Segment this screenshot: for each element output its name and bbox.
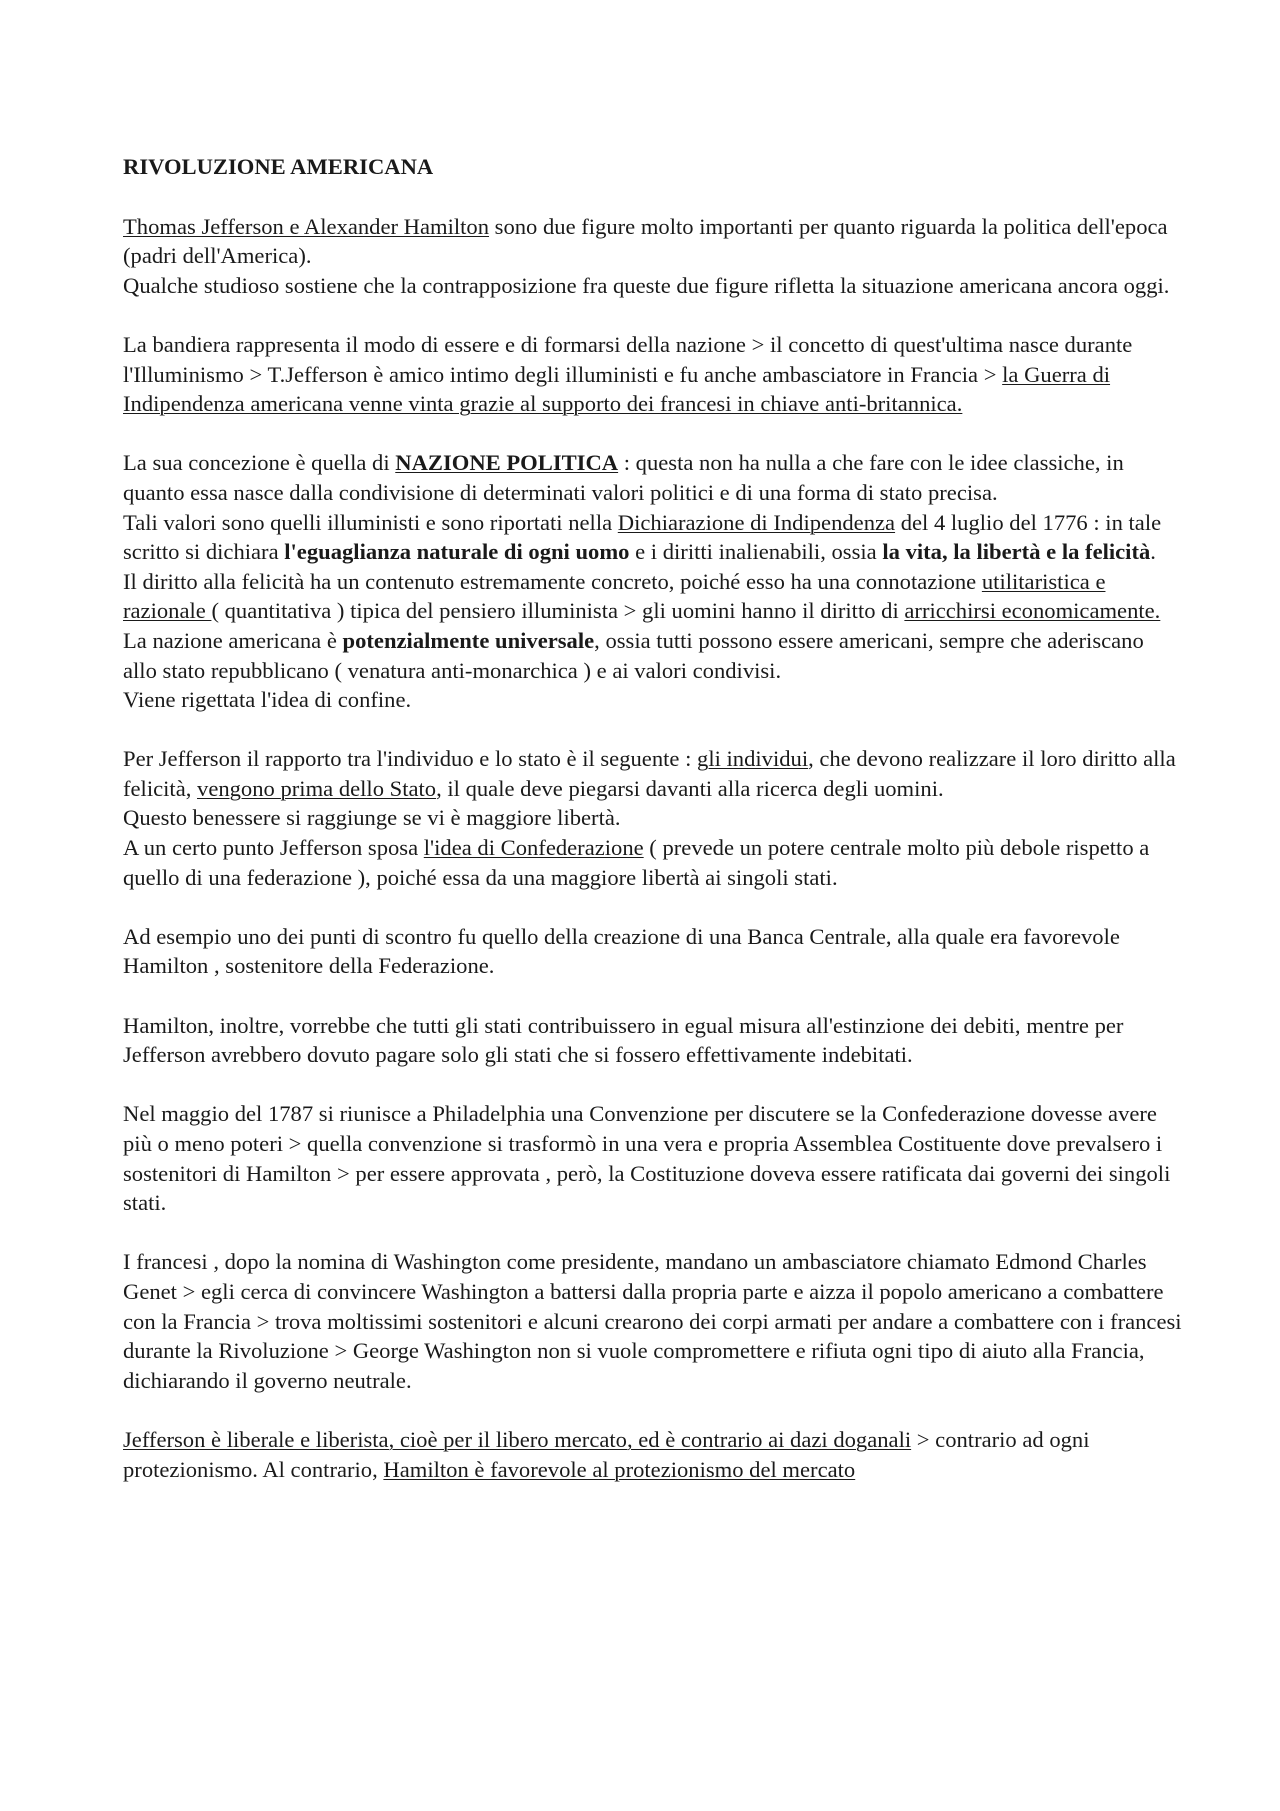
body-text: ( prevede un potere centrale molto più debole rispetto a quello di una federazione ), poiché essa da una maggiore libertà ai singoli stati. (123, 835, 1150, 890)
body-text: , ossia tutti possono essere americani, sempre che aderiscano allo stato repubblicano ( venatura anti-monarchica ) e ai valori condivisi. (123, 627, 1144, 683)
body-text: , che devono realizzare il loro diritto alla felicità, (123, 746, 1176, 801)
paragraph (123, 448, 1183, 507)
underlined-text: Dichiarazione di Indipendenza (617, 509, 896, 535)
body-text: sono due figure molto importanti per quanto riguarda la politica dell'epoca (padri dell'America). (123, 213, 1168, 269)
underlined-text: l'idea di Confederazione (423, 835, 644, 861)
paragraph (123, 567, 1183, 626)
paragraph (123, 626, 1183, 685)
underlined-text: Jefferson è liberale e liberista, cioè per il libero mercato, ed è contrario ai dazi doganali (123, 1426, 912, 1452)
underlined-text: Hamilton è favorevole al protezionismo del mercato (383, 1456, 856, 1482)
bold-text: l'eguaglianza naturale di ogni uomo (284, 539, 630, 565)
document-title: RIVOLUZIONE AMERICANA (123, 154, 434, 179)
body-text: La nazione americana è (123, 627, 343, 653)
body-text: Il diritto alla felicità ha un contenuto estremamente concreto, poiché esso ha una connotazione (123, 568, 982, 594)
paragraph: Viene rigettata l'idea di confine. (123, 687, 412, 713)
underlined-text: la Guerra di Indipendenza americana venne vinta grazie al supporto dei francesi in chiave anti-britannica. (123, 361, 1111, 417)
paragraph: I francesi , dopo la nomina di Washington come presidente, mandano un ambasciatore chiamato Edmond Charles Genet > egli cerca di convincere Washington a battersi dalla propria parte e aizza il popolo americano a combattere con la Francia > trova moltissimi sostenitori e alcuni crearono dei corpi armati per andare a combattere con i francesi durante la Rivoluzione > George Washington non si vuole compromettere e rifiuta ogni tipo di aiuto alla Francia, dichiarando il governo neutrale. (123, 1249, 1182, 1393)
body-text: A un certo punto Jefferson sposa (123, 835, 424, 861)
body-text: : questa non ha nulla a che fare con le idee classiche, in quanto essa nasce dalla condivisione di determinati valori politici e di una forma di stato precisa. (123, 450, 1124, 505)
body-text: Per Jefferson il rapporto tra l'individuo e lo stato è il seguente : (123, 746, 698, 772)
paragraph (123, 330, 1183, 419)
paragraph (123, 212, 1183, 271)
paragraph: Hamilton, inoltre, vorrebbe che tutti gli stati contribuissero in egual misura all'estinzione dei debiti, mentre per Jefferson avrebbero dovuto pagare solo gli stati che si fossero effettivamente indebitati. (123, 1012, 1124, 1068)
underlined-text: vengono prima dello Stato (197, 775, 437, 801)
paragraph (123, 1425, 1183, 1484)
body-text: , il quale deve piegarsi davanti alla ricerca degli uomini. (436, 775, 944, 801)
bold-text: potenzialmente universale (342, 627, 595, 653)
bold-text: la vita, la libertà e la felicità (882, 539, 1151, 565)
body-text: ( quantitativa ) tipica del pensiero illuminista > gli uomini hanno il diritto di (211, 598, 905, 624)
body-text: La sua concezione è quella di (123, 450, 396, 476)
document-page (123, 152, 1183, 1484)
body-text: del 4 luglio del 1776 : in tale scritto si dichiara (123, 509, 1162, 565)
body-text: La bandiera rappresenta il modo di essere e di formarsi della nazione > il concetto di quest'ultima nasce durante l'Illuminismo > T.Jefferson è amico intimo degli illuministi e fu anche ambasciatore in Francia > (123, 331, 1133, 387)
body-text: Tali valori sono quelli illuministi e sono riportati nella (123, 509, 618, 535)
underlined-text: Thomas Jefferson e Alexander Hamilton (123, 213, 490, 239)
paragraph: Ad esempio uno dei punti di scontro fu quello della creazione di una Banca Centrale, alla quale era favorevole Hamilton , sostenitore della Federazione. (123, 923, 1120, 979)
body-text: . (1150, 539, 1156, 565)
paragraph (123, 744, 1183, 803)
paragraph: Questo benessere si raggiunge se vi è maggiore libertà. (123, 805, 621, 831)
underlined-text: utilitaristica e razionale (123, 568, 1106, 624)
paragraph: Nel maggio del 1787 si riunisce a Philadelphia una Convenzione per discutere se la Confederazione dovesse avere più o meno poteri > quella convenzione si trasformò in una vera e propria Assemblea Costituente dove prevalsero i sostenitori di Hamilton > per essere approvata , però, la Costituzione doveva essere ratificata dai governi dei singoli stati. (123, 1101, 1171, 1216)
body-text: > contrario ad ogni protezionismo. Al contrario, (123, 1426, 1090, 1482)
underlined-text: gli individui (697, 746, 809, 772)
paragraph (123, 508, 1183, 567)
paragraph (123, 833, 1183, 892)
body-text: e i diritti inalienabili, ossia (629, 539, 883, 565)
paragraph: Qualche studioso sostiene che la contrapposizione fra queste due figure rifletta la situazione americana ancora oggi. (123, 272, 1170, 298)
bold-underlined-text: NAZIONE POLITICA (395, 450, 619, 476)
underlined-text: arricchirsi economicamente. (904, 598, 1161, 624)
